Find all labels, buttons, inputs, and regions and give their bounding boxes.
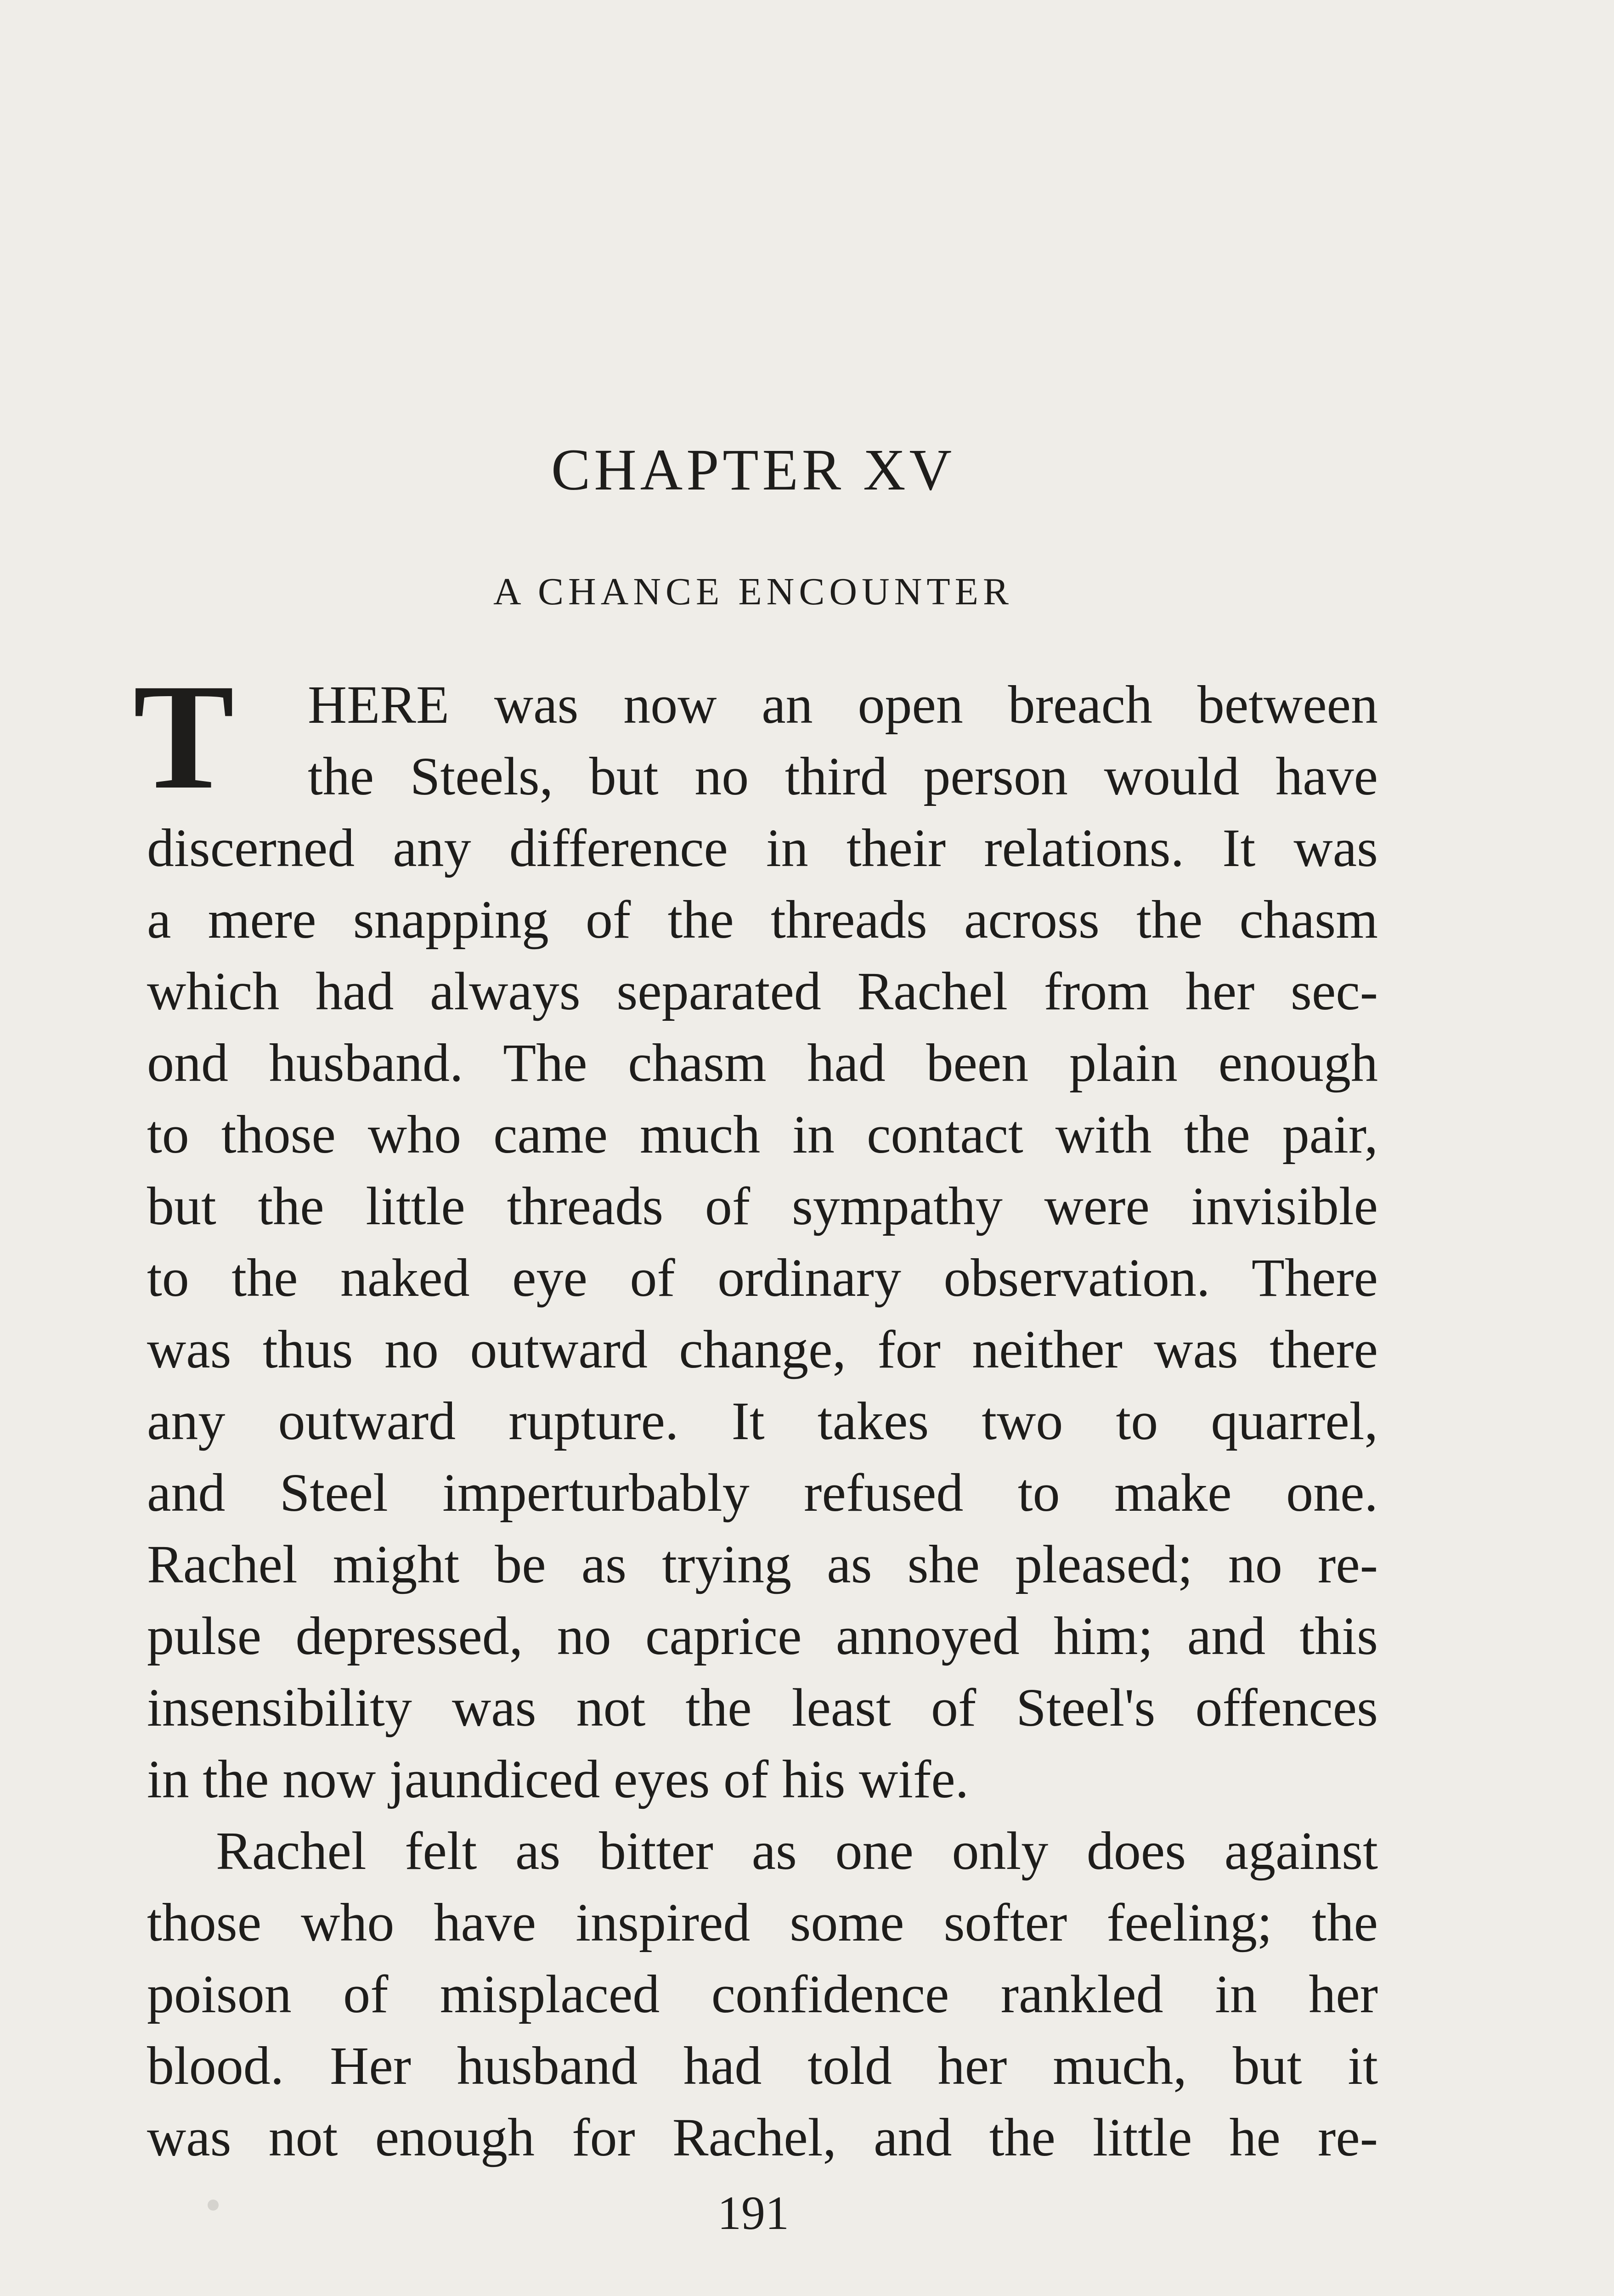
text-line: Rachel might be as trying as she pleased; no re-	[147, 1534, 1378, 1594]
text-line: discerned any difference in their relations. It was	[147, 818, 1378, 878]
text-line: ond husband. The chasm had been plain enough	[147, 1033, 1378, 1093]
chapter-title: CHAPTER XV	[551, 437, 956, 502]
text-line: the Steels, but no third person would have	[308, 746, 1378, 806]
text-line: which had always separated Rachel from her sec-	[147, 961, 1378, 1021]
paper-speck	[208, 2200, 219, 2211]
text-line: to those who came much in contact with the pair,	[147, 1104, 1378, 1165]
text-line: HERE was now an open breach between	[308, 675, 1378, 735]
text-line: Rachel felt as bitter as one only does against	[216, 1821, 1378, 1881]
drop-cap: T	[133, 653, 235, 821]
text-line: poison of misplaced confidence rankled in her	[147, 1964, 1378, 2024]
text-line: was thus no outward change, for neither was there	[147, 1319, 1378, 1379]
text-line: insensibility was not the least of Steel's offences	[147, 1677, 1378, 1738]
text-line: in the now jaundiced eyes of his wife.	[147, 1749, 969, 1809]
text-line: those who have inspired some softer feeling; the	[147, 1892, 1378, 1953]
text-line: any outward rupture. It takes two to quarrel,	[147, 1391, 1378, 1451]
text-line: to the naked eye of ordinary observation. There	[147, 1248, 1378, 1308]
text-line: was not enough for Rachel, and the little he re-	[147, 2107, 1378, 2167]
text-line: a mere snapping of the threads across the chasm	[147, 889, 1378, 950]
text-line: and Steel imperturbably refused to make one.	[147, 1463, 1378, 1523]
text-line: blood. Her husband had told her much, but it	[147, 2036, 1378, 2096]
text-line: but the little threads of sympathy were invisible	[147, 1176, 1378, 1236]
page-number: 191	[717, 2187, 789, 2240]
chapter-subtitle: A CHANCE ENCOUNTER	[493, 570, 1013, 613]
text-line: pulse depressed, no caprice annoyed him; and this	[147, 1606, 1378, 1666]
